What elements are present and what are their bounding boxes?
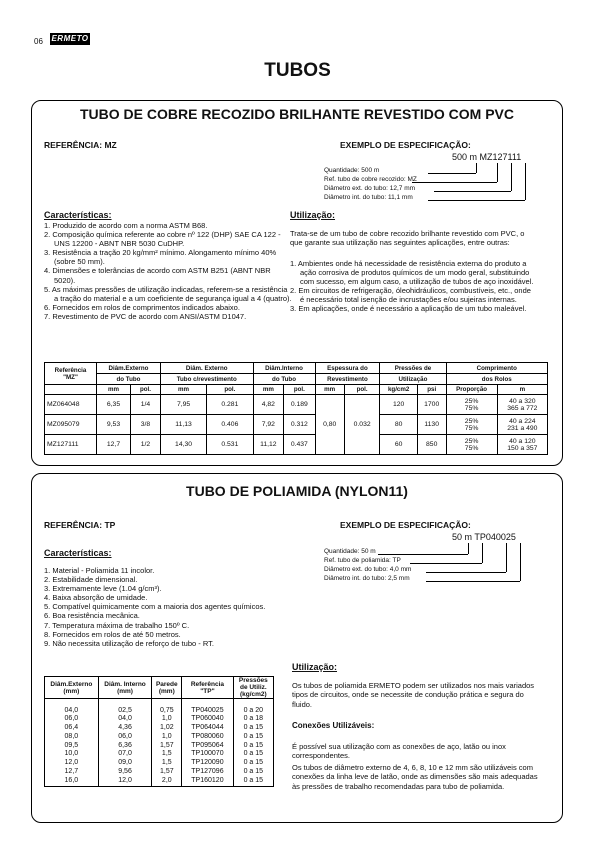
cell-line: 25% (464, 437, 479, 445)
cell: 16,0 (45, 777, 99, 786)
cell: 11,12 (253, 435, 284, 455)
cell: 12,7 (97, 435, 131, 455)
cell: 3/8 (131, 415, 161, 435)
th-unit: mm (315, 385, 344, 395)
th: Pressões (238, 677, 268, 684)
th: do Tubo (272, 375, 296, 383)
table-row (45, 777, 274, 786)
feature-item: 5. As máximas pressões de utilização indicadas, referem-se a resistência a tração do material e a um coeficiente de segurança igual a 4 (quatro). (44, 284, 292, 303)
th: Parede (155, 680, 178, 688)
cell: 11,13 (160, 415, 206, 435)
cell: 0.312 (284, 415, 315, 435)
table-row (45, 742, 274, 751)
table-row (45, 750, 274, 759)
th-unit: kg/cm2 (380, 385, 417, 395)
cell: 07,0 (98, 750, 152, 759)
cell: 7,95 (160, 395, 206, 415)
cell: TP064044 (182, 724, 233, 733)
cell: 4,36 (98, 724, 152, 733)
cell: 0,75 (152, 707, 182, 716)
cell (446, 395, 497, 415)
cell: 0 a 15 (233, 742, 273, 751)
th: Diâm. Interno (104, 680, 146, 688)
usage-item: 1. Ambientes onde há necessidade de resistência externa do produto a ação corrosiva de produtos químicos de um modo geral, substituindo com sucesso, em algum caso, a utilização de tubos de aço inoxidável. (290, 259, 534, 287)
cell: 0.189 (284, 395, 315, 415)
copper-tube-table (44, 362, 548, 455)
nylon-spec-code: 50 m TP040025 (452, 532, 516, 542)
th: "TP" (200, 687, 215, 695)
cell: 9,56 (98, 768, 152, 777)
th: do Tubo (116, 375, 141, 383)
feature-item: 6. Fornecidos em rolos de comprimentos indicados abaixo. (44, 302, 240, 312)
cell: 6,36 (98, 742, 152, 751)
page-title: TUBOS (264, 60, 331, 81)
th: de Utiliz. (239, 684, 267, 691)
th: (mm) (158, 687, 175, 695)
cell: 09,0 (98, 759, 152, 768)
feature-item: 7. Temperatura máxima de trabalho 150º C. (44, 620, 190, 630)
cell: 12,7 (45, 768, 99, 777)
cell: 9,53 (97, 415, 131, 435)
table-row (45, 435, 548, 455)
cell: 0.032 (344, 395, 380, 455)
nylon-connections-title: Conexões Utilizáveis: (292, 721, 375, 730)
table-row (45, 768, 274, 777)
feature-item: 9. Não necessita utilização de reforço de tubo - RT. (44, 638, 214, 648)
cell-line: 25% (464, 397, 479, 405)
feature-item: 2. Estabilidade dimensional. (44, 575, 138, 585)
cell: 12,0 (45, 759, 99, 768)
cell: 2,0 (152, 777, 182, 786)
table-row (45, 724, 274, 733)
spec-line: Diâmetro int. do tubo: 2,5 mm (324, 575, 410, 582)
cell: 04,0 (45, 707, 99, 716)
th-unit: pol. (344, 385, 380, 395)
cell: 06,0 (98, 733, 152, 742)
cell-line: 75% (464, 404, 479, 412)
copper-usage-list (290, 259, 536, 314)
cell: 08,0 (45, 733, 99, 742)
feature-item: 4. Baixa absorção de umidade. (44, 593, 148, 603)
th-unit: pol. (284, 385, 315, 395)
cell: 06,0 (45, 715, 99, 724)
cell: 1,57 (152, 768, 182, 777)
cell: 1,57 (152, 742, 182, 751)
th: Revestimento (327, 375, 368, 383)
spec-line: Quantidade: 50 m (324, 548, 376, 555)
th: (mm) (63, 687, 80, 695)
feature-item: 3. Extremamente leve (1.04 g/cm³). (44, 584, 162, 594)
table-row (45, 733, 274, 742)
cell: MZ127111 (45, 435, 97, 455)
feature-item: 6. Boa resistência mecânica. (44, 611, 140, 621)
cell (446, 435, 497, 455)
cell: 09,5 (45, 742, 99, 751)
cell: 120 (380, 395, 417, 415)
cell-line: 25% (464, 417, 479, 425)
nylon-features-list (44, 566, 284, 648)
cell: 0 a 20 (233, 707, 273, 716)
th: Espessura do (327, 364, 368, 372)
feature-item: 1. Produzido de acordo com a norma ASTM B68. (44, 221, 208, 230)
cell: 0 a 18 (233, 715, 273, 724)
nylon-tube-heading: TUBO DE POLIAMIDA (NYLON11) (186, 483, 408, 499)
th: Pressões de (394, 364, 432, 372)
spec-line: Diâmetro ext. do tubo: 12,7 mm (324, 185, 416, 192)
nylon-tube-table (44, 676, 274, 787)
th-unit: pol. (131, 385, 161, 395)
feature-item: 5. Compatível quimicamente com a maioria dos agentes químicos. (44, 602, 266, 612)
cell: 0.406 (207, 415, 253, 435)
table-row (45, 759, 274, 768)
spec-line: Ref. tubo de cobre recozido: MZ (324, 176, 417, 183)
ermeto-logo: ERMETO (51, 34, 89, 43)
cell: TP040025 (182, 707, 233, 716)
cell-line: 40 a 320 (509, 397, 536, 405)
th-ref: Referência "MZ" (54, 366, 87, 381)
cell: 12,0 (98, 777, 152, 786)
cell: 1,5 (152, 750, 182, 759)
page-number: 06 (34, 37, 43, 46)
feature-item: 2. Composição química referente ao cobre nº 122 (DHP) SAE CA 122 - UNS 12200 - ABNT NBR 5030 CuDHP. (44, 230, 281, 249)
feature-item: 4. Dimensões e tolerâncias de acordo com ASTM B251 (ABNT NBR 5020). (44, 266, 271, 285)
cell: 0 a 15 (233, 777, 273, 786)
copper-usage-title: Utilização: (290, 210, 336, 220)
spec-line: Quantidade: 500 m (324, 167, 380, 174)
cell: TP060040 (182, 715, 233, 724)
cell: 1/4 (131, 395, 161, 415)
cell: 0 a 15 (233, 750, 273, 759)
th-unit: mm (160, 385, 206, 395)
cell: 1130 (417, 415, 446, 435)
cell-line: 40 a 120 (509, 437, 536, 445)
cell: MZ095079 (45, 415, 97, 435)
cell-line: 150 a 357 (507, 444, 538, 452)
cell: 60 (380, 435, 417, 455)
cell: 4,82 (253, 395, 284, 415)
feature-item: 7. Revestimento de PVC de acordo com ANSI/ASTM D1047. (44, 311, 247, 321)
cell: 0.531 (207, 435, 253, 455)
cell: 6,35 (97, 395, 131, 415)
cell: TP120090 (182, 759, 233, 768)
cell (446, 415, 497, 435)
th-unit: m (497, 385, 547, 395)
copper-spec-code: 500 m MZ127111 (452, 152, 522, 162)
copper-features-list (44, 221, 292, 321)
cell: TP127096 (182, 768, 233, 777)
usage-item: 3. Em aplicações, onde é necessário a aplicação de um tubo maleável. (290, 304, 527, 314)
copper-usage-intro: Trata-se de um tubo de cobre recozido brilhante revestido com PVC, o que garante sua utilização nas seguintes aplicações, entre outras: (290, 229, 525, 248)
nylon-usage-title: Utilização: (292, 662, 338, 672)
cell: TP080060 (182, 733, 233, 742)
th-unit: psi (417, 385, 446, 395)
cell: 0 a 15 (233, 733, 273, 742)
copper-tube-heading: TUBO DE COBRE RECOZIDO BRILHANTE REVESTIDO COM PVC (79, 106, 515, 122)
cell: TP160120 (182, 777, 233, 786)
cell: 02,5 (98, 707, 152, 716)
th: Utilização (398, 375, 428, 383)
cell: 80 (380, 415, 417, 435)
th: Diâm. Externo (185, 364, 228, 372)
cell: 0 a 15 (233, 724, 273, 733)
th: Diâm.Externo (50, 680, 93, 688)
th: Tubo c/revestimento (176, 375, 237, 383)
feature-item: 3. Resistência a tração 20 kg/mm² mínimo. Alongamento mínimo 40% (sobre 50 mm). (44, 248, 277, 267)
cell-line: 365 a 772 (507, 404, 538, 412)
cell-line: 231 a 490 (507, 424, 538, 432)
cell: 04,0 (98, 715, 152, 724)
table-row (45, 415, 548, 435)
nylon-connections-text2: Os tubos de diâmetro externo de 4, 6, 8, 10 e 12 mm são utilizáveis com conexões da linha leve de latão, onde as dimensões são mais adequadas às pressões de trabalho recomendadas para tubo de poliamida. (292, 763, 538, 791)
th: (kg/cm2) (239, 691, 267, 698)
th: Comprimento (476, 364, 517, 372)
cell-line: 75% (464, 444, 479, 452)
cell: 0 a 15 (233, 759, 273, 768)
copper-spec-title: EXEMPLO DE ESPECIFICAÇÃO: (340, 140, 471, 150)
cell: 14,30 (160, 435, 206, 455)
cell-line: 40 a 224 (509, 417, 536, 425)
nylon-connections-text1: É possível sua utilização com as conexões de aço, latão ou inox correspondentes. (292, 742, 506, 761)
cell: 1/2 (131, 435, 161, 455)
cell: 0 a 15 (233, 768, 273, 777)
th: (mm) (117, 687, 133, 695)
copper-reference: REFERÊNCIA: MZ (44, 140, 117, 150)
th-unit: mm (253, 385, 284, 395)
th: dos Rolos (481, 375, 512, 383)
copper-features-title: Características: (44, 210, 112, 220)
th: Diâm.Externo (108, 364, 149, 372)
cell (497, 395, 547, 415)
cell (497, 415, 547, 435)
nylon-reference: REFERÊNCIA: TP (44, 520, 116, 530)
cell: 1700 (417, 395, 446, 415)
cell: 06,4 (45, 724, 99, 733)
cell: 1,02 (152, 724, 182, 733)
cell: TP095064 (182, 742, 233, 751)
cell: 7,92 (253, 415, 284, 435)
cell: 10,0 (45, 750, 99, 759)
cell: 1,0 (152, 715, 182, 724)
usage-item: 2. Em circuitos de refrigeração, óleohidráulicos, combustíveis, etc., onde é necessário total isenção de incrustações e/ou sujeiras internas. (290, 286, 531, 305)
spec-line: Ref. tubo de poliamida: TP (324, 557, 401, 564)
cell (497, 435, 547, 455)
feature-item: 8. Fornecidos em rolos de até 50 metros. (44, 629, 181, 639)
nylon-spec-lines (324, 547, 411, 583)
th: Referência (190, 680, 225, 688)
table-row (45, 395, 548, 415)
feature-item: 1. Material - Poliamida 11 incolor. (44, 566, 155, 575)
cell: MZ064048 (45, 395, 97, 415)
cell: 1,0 (152, 733, 182, 742)
cell: 850 (417, 435, 446, 455)
th-unit: pol. (207, 385, 253, 395)
copper-spec-lines (324, 166, 417, 202)
th-unit: mm (97, 385, 131, 395)
cell: 0.437 (284, 435, 315, 455)
nylon-spec-title: EXEMPLO DE ESPECIFICAÇÃO: (340, 520, 471, 530)
nylon-features-title: Características: (44, 548, 112, 558)
table-row (45, 707, 274, 716)
th: Diâm.Interno (265, 364, 303, 372)
spec-line: Diâmetro ext. do tubo: 4,0 mm (324, 566, 412, 573)
spec-line: Diâmetro int. do tubo: 11,1 mm (324, 194, 413, 201)
table-row (45, 715, 274, 724)
nylon-usage-text: Os tubos de poliamida ERMETO podem ser utilizados nos mais variados tipos de circuitos, onde se necessite de condução prática e segura do fluido. (292, 681, 535, 709)
cell: 0.281 (207, 395, 253, 415)
cell: TP100070 (182, 750, 233, 759)
cell: 1,5 (152, 759, 182, 768)
th-unit: Proporção (446, 385, 497, 395)
cell: 0,80 (315, 395, 344, 455)
cell-line: 75% (464, 424, 479, 432)
